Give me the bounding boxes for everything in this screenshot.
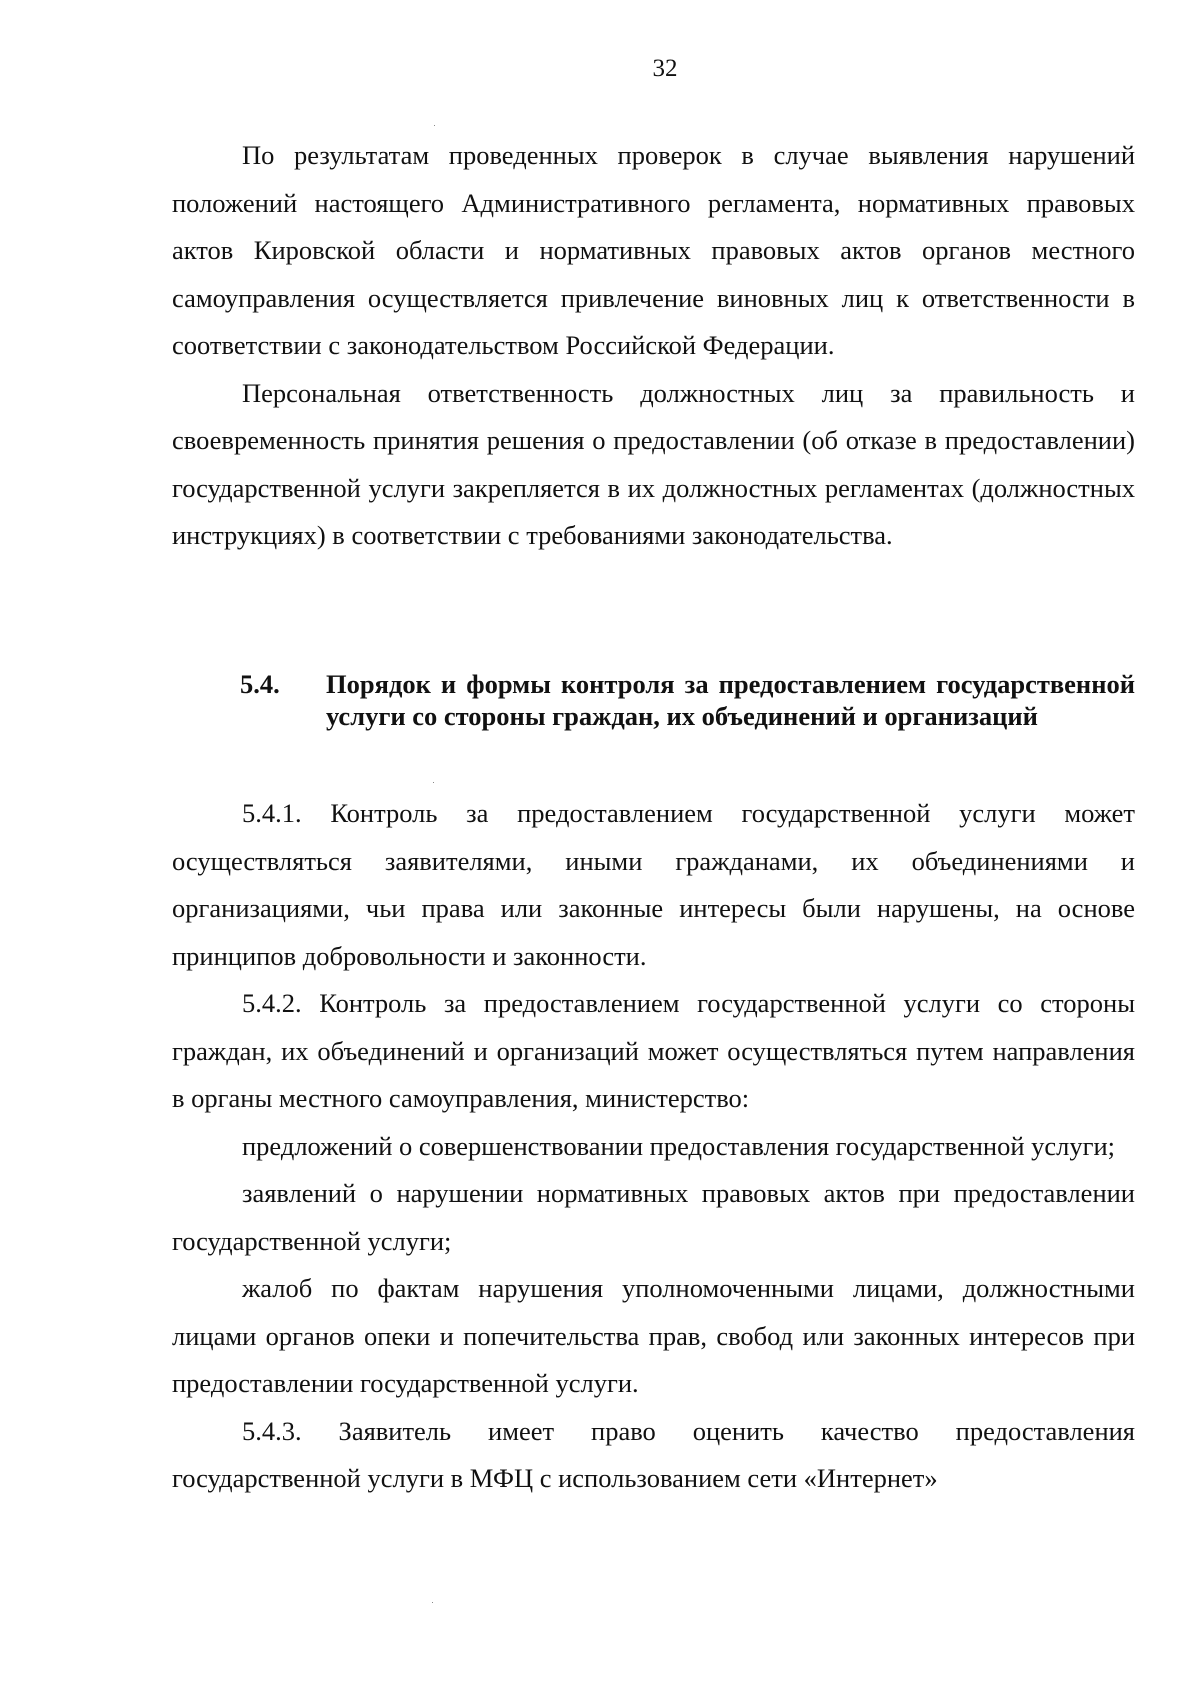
paragraph: По результатам проведенных проверок в случае выявления нарушений положений настоящего Административного регламента, нормативных правовых актов Кировской области и нормативных правовых актов органов местного самоуправления осуществляется привлечение виновных лиц к ответственности в соответствии с законодательством Российской Федерации. bbox=[172, 140, 1135, 360]
paragraph: 5.4.3. Заявитель имеет право оценить качество предоставления государственной услуги в МФЦ с использованием сети «Интернет» bbox=[172, 1415, 1135, 1493]
scan-speck bbox=[433, 782, 434, 783]
section-number: 5.4. bbox=[240, 669, 280, 699]
paragraph: 5.4.2. Контроль за предоставлением государственной услуги со стороны граждан, их объединений и организаций может осуществляться путем направления в органы местного самоуправления, министерство: bbox=[172, 988, 1135, 1113]
body-text-bottom bbox=[172, 790, 1135, 1503]
scan-speck bbox=[434, 125, 435, 126]
list-item: заявлений о нарушении нормативных правовых актов при предоставлении государственной услуги; bbox=[172, 1178, 1135, 1256]
section-title: Порядок и формы контроля за предоставлением государственной услуги со стороны граждан, их объединений и организаций bbox=[326, 669, 1135, 731]
page-number: 32 bbox=[652, 55, 678, 82]
list-item: предложений о совершенствовании предоставления государственной услуги; bbox=[242, 1130, 1116, 1161]
scan-speck bbox=[432, 1602, 433, 1603]
paragraph: 5.4.1. Контроль за предоставлением государственной услуги может осуществляться заявителями, иными гражданами, их объединениями и организациями, чьи права или законные интересы были нарушены, на основе принципов добровольности и законности. bbox=[172, 798, 1135, 971]
paragraph: Персональная ответственность должностных лиц за правильность и своевременность принятия решения о предоставлении (об отказе в предоставлении) государственной услуги закрепляется в их должностных регламентах (должностных инструкциях) в соответствии с требованиями законодательства. bbox=[172, 377, 1135, 550]
list-item: жалоб по фактам нарушения уполномоченными лицами, должностными лицами органов опеки и попечительства прав, свобод или законных интересов при предоставлении государственной услуги. bbox=[172, 1273, 1135, 1398]
body-text-top bbox=[172, 132, 1135, 560]
